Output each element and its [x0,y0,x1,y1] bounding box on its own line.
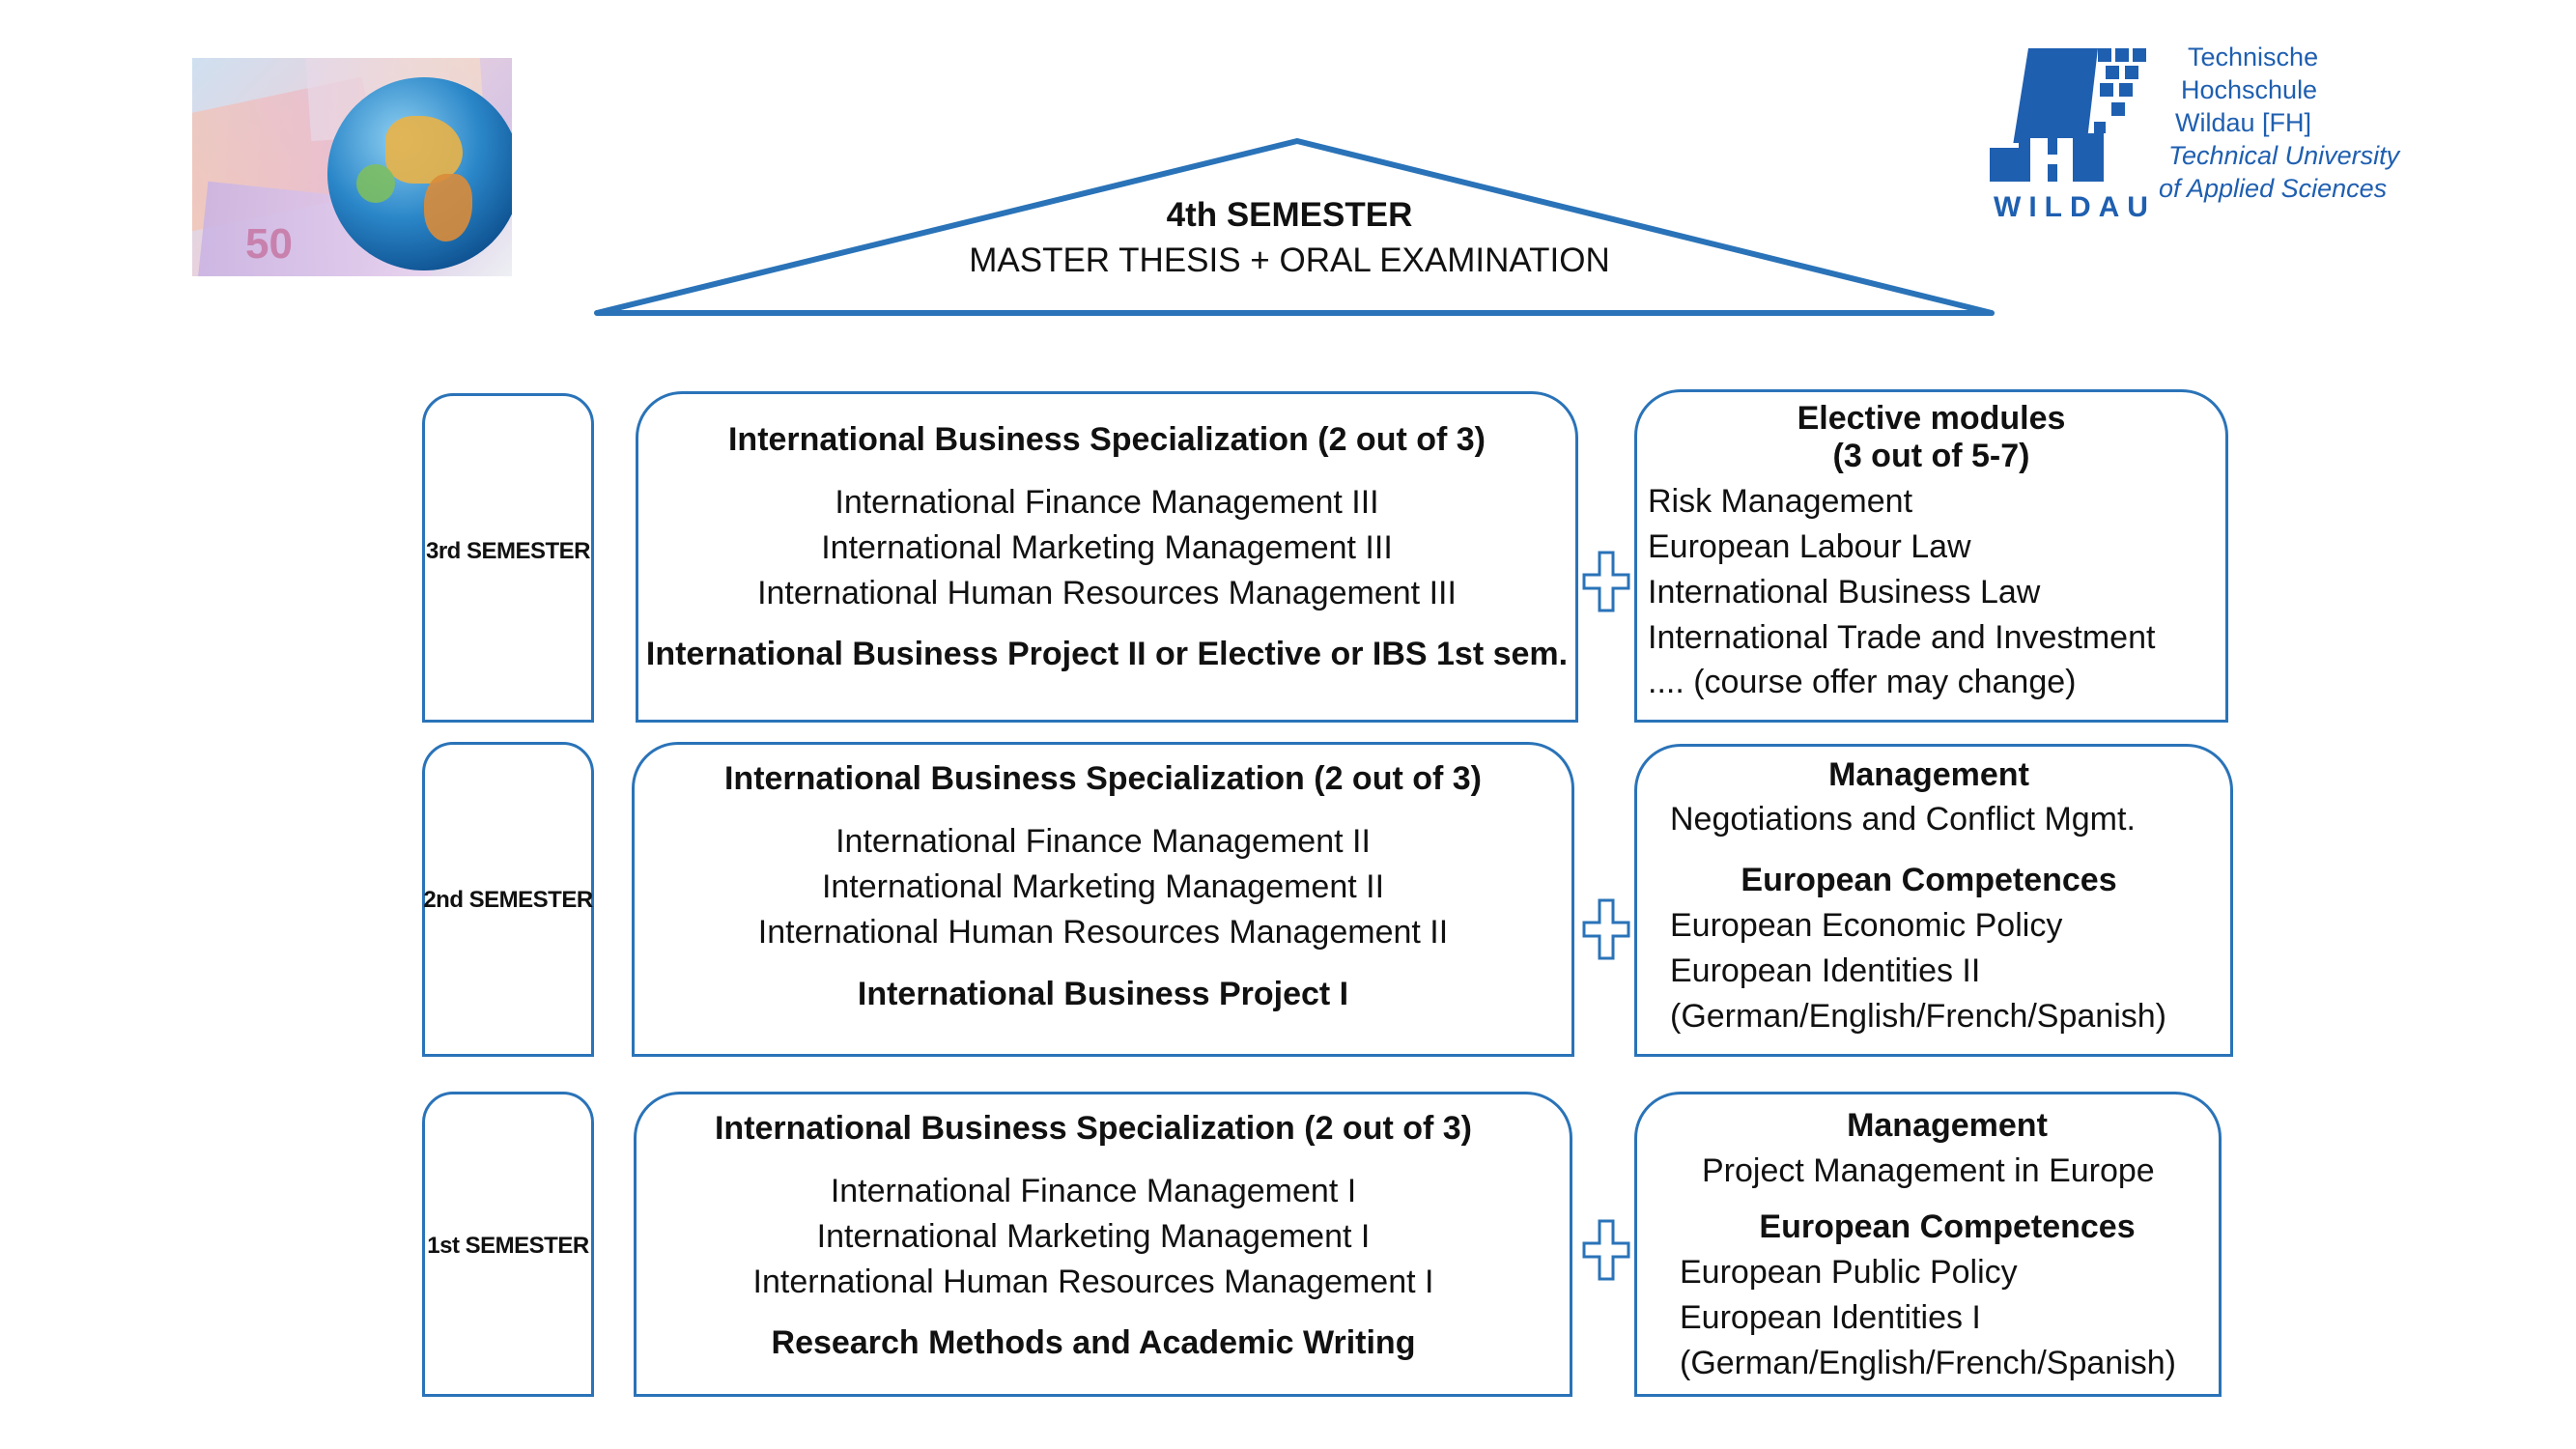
right-heading1-semester-2: Management [1828,756,2029,793]
th-wildau-logo [1990,43,2400,240]
semester-3-label: 3rd SEMESTER [425,538,591,564]
right-item-semester-1-1: European Public Policy [1680,1254,2018,1291]
logo-line-5: of Applied Sciences [2159,174,2388,203]
right-heading2-semester-3: (3 out of 5-7) [1832,438,2030,474]
right-item-semester-3-3: International Business Law [1648,574,2041,611]
spec-footer-semester-3: International Business Project II or Elective or IBS 1st sem. [645,636,1569,672]
roof-subtitle: MASTER THESIS + ORAL EXAMINATION [969,242,1610,279]
logo-line-3: Wildau [FH] [2175,108,2312,137]
right-item-semester-2-2: European Identities II [1670,952,1981,989]
semester-2-label: 2nd SEMESTER [423,887,593,913]
right-item-semester-3-2: European Labour Law [1648,528,1971,565]
right-heading1-semester-1: Management [1847,1107,2048,1144]
globe-photo [192,58,512,276]
right-item-semester-1-2: European Identities I [1680,1299,1981,1336]
spec-item-semester-1-2: International Marketing Management I [816,1218,1371,1255]
right-heading2-semester-1: European Competences [1759,1208,2136,1245]
roof-title: 4th SEMESTER [1166,196,1413,234]
right-heading1-semester-3: Elective modules [1797,400,2066,437]
photo-banknote-number: 50 [245,220,293,268]
logo-wordmark: WILDAU [1994,191,2156,223]
spec-title-semester-1: International Business Specialization (2 out of 3) [714,1110,1472,1147]
spec-title-semester-2: International Business Specialization (2 out of 3) [723,760,1482,797]
logo-line-4: Technical University [2168,141,2400,170]
logo-line-1: Technische [2188,43,2319,71]
plus-icon [1582,1219,1630,1281]
plus-icon [1582,898,1630,960]
right-line1-semester-1: Project Management in Europe [1702,1152,2155,1189]
logo-line-2: Hochschule [2181,75,2318,104]
spec-item-semester-1-1: International Finance Management I [830,1173,1357,1209]
spec-item-semester-3-2: International Marketing Management III [821,529,1393,566]
spec-item-semester-3-1: International Finance Management III [835,484,1379,521]
plus-icon [1582,551,1630,612]
right-heading2-semester-2: European Competences [1741,862,2117,898]
semester-1-label: 1st SEMESTER [427,1233,589,1259]
spec-item-semester-2-3: International Human Resources Management II [757,914,1449,951]
right-line1-semester-2: Negotiations and Conflict Mgmt. [1670,801,2136,838]
right-item-semester-1-3: (German/English/French/Spanish) [1680,1345,2177,1381]
spec-footer-semester-2: International Business Project I [857,976,1349,1012]
right-item-semester-2-1: European Economic Policy [1670,907,2063,944]
spec-item-semester-3-3: International Human Resources Management III [757,575,1457,611]
right-item-semester-3-5: .... (course offer may change) [1648,664,2077,700]
spec-item-semester-1-3: International Human Resources Management I [752,1264,1434,1300]
right-item-semester-3-1: Risk Management [1648,483,1913,520]
right-item-semester-2-3: (German/English/French/Spanish) [1670,998,2167,1035]
spec-item-semester-2-2: International Marketing Management II [821,868,1385,905]
right-item-semester-3-4: International Trade and Investment [1648,619,2156,656]
spec-title-semester-3: International Business Specialization (2 out of 3) [727,421,1486,458]
spec-footer-semester-1: Research Methods and Academic Writing [771,1324,1416,1361]
spec-item-semester-2-1: International Finance Management II [835,823,1371,860]
